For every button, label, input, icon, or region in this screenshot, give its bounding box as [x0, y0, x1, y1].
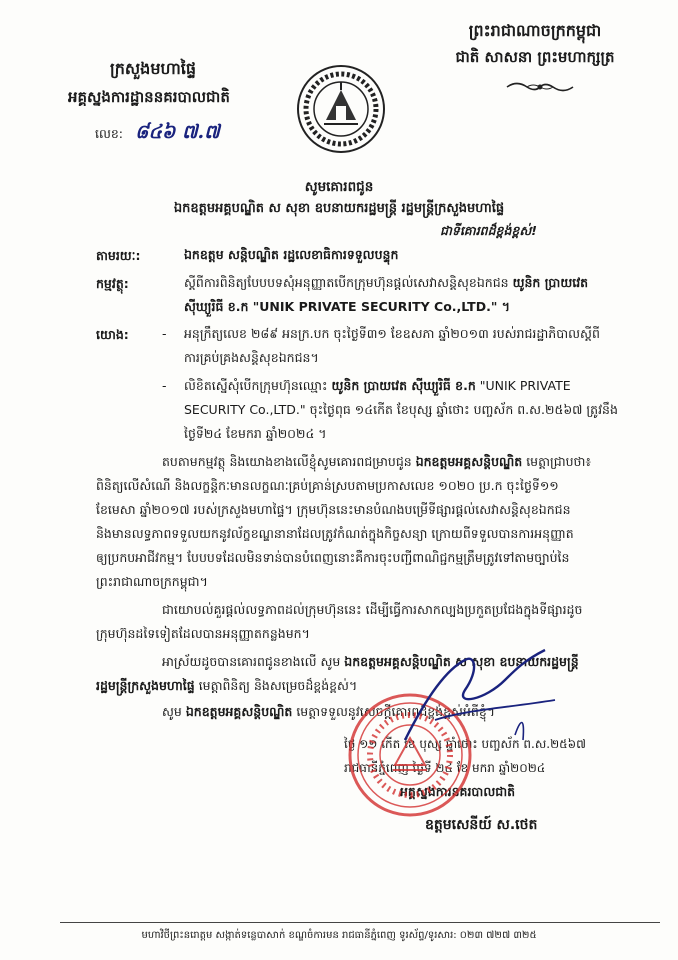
subject-label: កម្មវត្ថុ:	[96, 276, 129, 291]
reference-item-2-line-3: ថ្ងៃទី២៤ ខែមករា ឆ្នាំ២០២៤ ។	[184, 426, 327, 441]
paragraph-1-line-2: ពិនិត្យលើសំណើ និងលក្ខន្តិកៈមានលក្ខណៈគ្រប់គ្រាន់ស្របតាមប្រកាសលេខ ១០២០ ប្រ.ក ចុះថ្ងៃទី១១	[96, 478, 559, 493]
signer-name: ឧត្តមសេនីយ៍ ស.ថេត	[425, 817, 538, 833]
paragraph-1-line-3: ខែមេសា ឆ្នាំ២០១៧ របស់ក្រសួងមហាផ្ទៃ។ ក្រុមហ៊ុននេះមានបំណងបម្រើទីផ្សារផ្តល់សេវាសន្តិសុខឯកជន	[96, 502, 571, 517]
reference-item-1-line-1: អនុក្រឹត្យលេខ ២៨៩ អនក្រ.បក ចុះថ្ងៃទី៣១ ខែឧសភា ឆ្នាំ២០១៣ របស់រាជរដ្ឋាភិបាលស្តីពី	[184, 326, 600, 341]
respect-heading: សូមគោរពជូន	[304, 179, 374, 195]
paragraph-3-line-2: រដ្ឋមន្ត្រីក្រសួងមហាផ្ទៃ មេត្តាពិនិត្យ និងសម្រេចដ៏ខ្ពង់ខ្ពស់។	[96, 678, 358, 693]
reference-item-2-line-2: SECURITY Co.,LTD." ចុះថ្ងៃពុធ ១៤កើត ខែបុស្ស ឆ្នាំថោះ បញ្ចស័ក ព.ស.២៥៦៧ ត្រូវនឹង	[184, 402, 618, 417]
kingdom-title: ព្រះរាជាណាចក្រកម្ពុជា	[468, 21, 602, 40]
signature-office: អគ្គស្នងការនគរបាលជាតិ	[400, 784, 516, 799]
lunar-date: ថ្ងៃ ១១ កើត ខែ បុស្ស ឆ្នាំថោះ បញ្ចស័ក ព.ស.២៥៦៧	[344, 737, 586, 751]
handwritten-signature-icon	[395, 640, 565, 760]
reference-label: យោង:	[96, 327, 129, 342]
department-name: អគ្គស្នងការដ្ឋាននគរបាលជាតិ	[68, 88, 230, 106]
paragraph-4: សូម ឯកឧត្តមអគ្គសន្តិបណ្ឌិត មេត្តាទទួលនូវសេចក្តីគោរពដ៏ខ្ពង់ខ្ពស់អំពីខ្ញុំ។	[162, 704, 495, 719]
paragraph-3-line-1: អាស្រ័យដូចបានគោរពជូនខាងលើ សូម ឯកឧត្តមអគ្គសន្តិបណ្ឌិត ស សុខា ឧបនាយករដ្ឋមន្ត្រី	[162, 654, 579, 669]
police-emblem-icon	[296, 64, 386, 154]
via-text: ឯកឧត្តម សន្តិបណ្ឌិត រដ្ឋលេខាធិការទទួលបន្ទុក	[184, 247, 399, 262]
document-number	[95, 120, 220, 148]
footer-address: មហាវិថីព្រះនរោត្តម សង្កាត់ទន្លេបាសាក់ ខណ្ឌចំការមន រាជធានីភ្នំពេញ ទូរស័ព្ទ/ទូរសារ: ០២៣ ៧២៧ ៣២៥	[141, 930, 537, 941]
reference-item-2-line-1: លិខិតស្នើសុំបើកក្រុមហ៊ុនឈ្មោះ យូនិក ប្រាយវេត ស៊ីឃ្យួរិធី ខ.ក "UNIK PRIVATE	[184, 378, 571, 393]
number-label: លេខ:	[95, 126, 124, 141]
national-motto: ជាតិ សាសនា ព្រះមហាក្សត្រ	[455, 48, 615, 66]
paragraph-1-line-6: ព្រះរាជាណាចក្រកម្ពុជា។	[96, 574, 208, 589]
footer-divider	[60, 922, 660, 923]
paragraph-1-line-4: និងមានលទ្ធភាពទទួលយកនូវល័ក្ខខណ្ឌនានាដែលត្រូវកំណត់ក្នុងកិច្ចសន្យា ក្រោយពីទទួលបានការអនុញ្ញាត	[96, 526, 574, 541]
recipient-name: ឯកឧត្តមអគ្គបណ្ឌិត ស សុខា ឧបនាយករដ្ឋមន្ត្រី រដ្ឋមន្ត្រីក្រសួងមហាផ្ទៃ	[173, 201, 505, 216]
paragraph-2-line-1: ជាយោបល់គួរផ្តល់លទ្ធភាពដល់ក្រុមហ៊ុននេះ ដើម្បីធ្វើការសាកល្បងប្រកួតប្រជែងក្នុងទីផ្សារដូច	[162, 602, 583, 617]
subject-line-2: ស៊ីឃ្យួរិធី ខ.ក "UNIK PRIVATE SECURITY Co.,LTD." ។	[184, 299, 510, 314]
ornament-divider-icon	[505, 80, 575, 94]
reference-item-1-line-2: ការគ្រប់គ្រងសន្តិសុខឯកជន។	[184, 350, 319, 365]
solar-date: រាជធានីភ្នំពេញ ថ្ងៃទី ២៤ ខែ មករា ឆ្នាំ២០២៤	[344, 761, 546, 775]
subject-line-1: ស្តីពីការពិនិត្យបែបបទសុំអនុញ្ញាតបើកក្រុមហ៊ុនផ្តល់សេវាសន្តិសុខឯកជន យូនិក ប្រាយវេត	[184, 275, 589, 290]
number-value: ៨៤៦ ៧.៧	[135, 121, 220, 143]
via-label: តាមរយៈ:	[96, 248, 141, 263]
recipient-honor: ជាទីគោរពដ៏ខ្ពង់ខ្ពស់!	[440, 223, 537, 238]
ministry-name: ក្រសួងមហាផ្ទៃ	[110, 59, 197, 78]
reference-dash-2: -	[162, 378, 167, 393]
paragraph-1-line-1: តបតាមកម្មវត្ថុ និងយោងខាងលើខ្ញុំសូមគោរពជម្រាបជូន ឯកឧត្តមអគ្គសន្តិបណ្ឌិត មេត្តាជ្រាបថា៖	[162, 454, 591, 469]
paragraph-1-line-5: ឲ្យប្រកបអាជីវកម្ម។ បែបបទដែលមិនទាន់បានបំពេញនោះគឺការចុះបញ្ជីពាណិជ្ជកម្មត្រឹមត្រូវទៅតាមច្បាប់នៃ	[96, 550, 570, 565]
paragraph-2-line-2: ក្រុមហ៊ុនដទៃទៀតដែលបានអនុញ្ញាតកន្លងមក។	[96, 626, 310, 641]
reference-dash-1: -	[162, 326, 167, 341]
